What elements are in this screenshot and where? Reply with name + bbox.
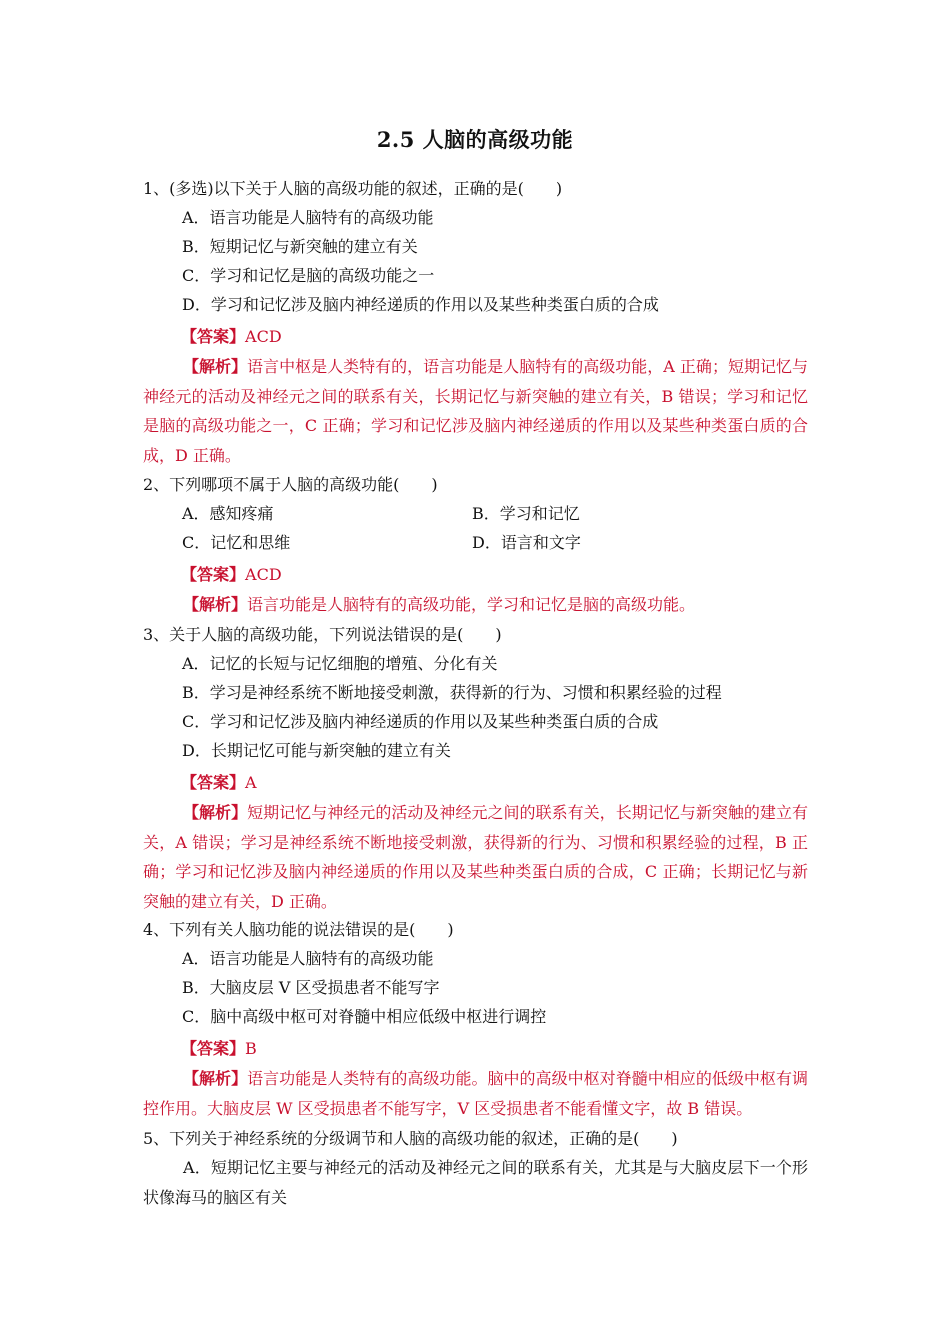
option: C．学习和记忆是脑的高级功能之一 <box>182 266 435 285</box>
option: B．短期记忆与新突触的建立有关 <box>182 237 418 256</box>
page-title: 2.5 人脑的高级功能 <box>376 127 574 152</box>
explanation: 【解析】短期记忆与神经元的活动及神经元之间的联系有关，长期记忆与新突触的建立有关，A 错误；学习是神经系统不断地接受刺激，获得新的行为、习惯和积累经验的过程，B 正确；学习和记忆涉及脑内神经递质的作用以及某些种类蛋白质的合成，C 正确；长期记忆与新突触的建立有关，D 正确。 <box>143 803 808 911</box>
option: C．学习和记忆涉及脑内神经递质的作用以及某些种类蛋白质的合成 <box>182 712 659 731</box>
option: D．长期记忆可能与新突触的建立有关 <box>182 741 451 760</box>
question-stem: 4、下列有关人脑功能的说法错误的是( ) <box>143 920 454 939</box>
answer: 【答案】ACD <box>181 565 282 584</box>
answer: 【答案】B <box>181 1039 257 1058</box>
option: B．学习是神经系统不断地接受刺激，获得新的行为、习惯和积累经验的过程 <box>182 683 722 702</box>
option: A．记忆的长短与记忆细胞的增殖、分化有关 <box>182 654 498 673</box>
explanation: 【解析】语言功能是人类特有的高级功能。脑中的高级中枢对脊髓中相应的低级中枢有调控作用。大脑皮层 W 区受损患者不能写字，V 区受损患者不能看懂文字，故 B 错误。 <box>143 1069 808 1118</box>
option: C．脑中高级中枢可对脊髓中相应低级中枢进行调控 <box>182 1007 547 1026</box>
option: D．学习和记忆涉及脑内神经递质的作用以及某些种类蛋白质的合成 <box>182 295 659 314</box>
question-stem: 5、下列关于神经系统的分级调节和人脑的高级功能的叙述，正确的是( ) <box>143 1129 678 1148</box>
option: C．记忆和思维 <box>182 533 291 552</box>
explanation: 【解析】语言功能是人脑特有的高级功能，学习和记忆是脑的高级功能。 <box>183 595 696 614</box>
question-stem: 3、关于人脑的高级功能，下列说法错误的是( ) <box>143 625 502 644</box>
question-stem: 2、下列哪项不属于人脑的高级功能( ) <box>143 475 438 494</box>
option: D．语言和文字 <box>472 533 581 552</box>
explanation: 【解析】语言中枢是人类特有的，语言功能是人脑特有的高级功能，A 正确；短期记忆与神经元的活动及神经元之间的联系有关，长期记忆与新突触的建立有关，B 错误；学习和记忆是脑的高级功能之一，C 正确；学习和记忆涉及脑内神经递质的作用以及某些种类蛋白质的合成，D 正确。 <box>143 357 808 465</box>
option: B．学习和记忆 <box>472 504 580 523</box>
option: A．语言功能是人脑特有的高级功能 <box>182 949 434 968</box>
option: A．短期记忆主要与神经元的活动及神经元之间的联系有关，尤其是与大脑皮层下一个形状像海马的脑区有关 <box>143 1158 808 1207</box>
option: A．感知疼痛 <box>182 504 274 523</box>
option: B．大脑皮层 V 区受损患者不能写字 <box>182 978 440 997</box>
option: A．语言功能是人脑特有的高级功能 <box>182 208 434 227</box>
answer: 【答案】ACD <box>181 327 282 346</box>
answer: 【答案】A <box>181 773 257 792</box>
question-stem: 1、(多选)以下关于人脑的高级功能的叙述，正确的是( ) <box>143 179 563 198</box>
